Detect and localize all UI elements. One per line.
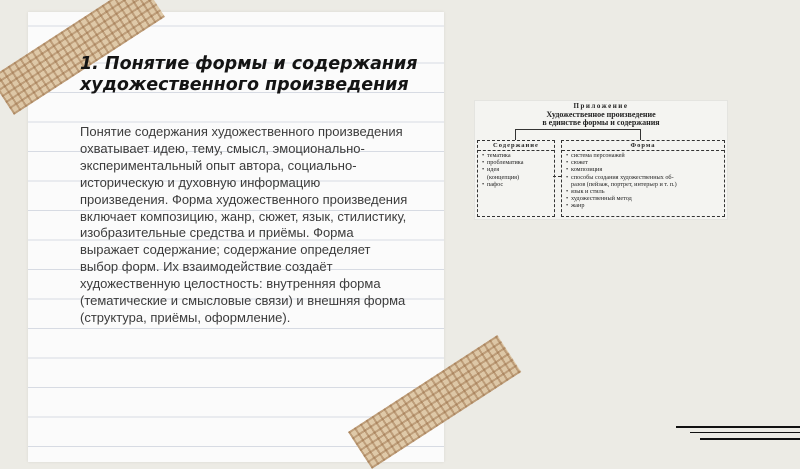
appendix-form-box xyxy=(561,140,725,217)
slide-title: 1. Понятие формы и содержания художественного произведения xyxy=(80,54,418,95)
list-item: • пафос xyxy=(482,180,504,188)
appendix-connector xyxy=(640,129,641,140)
appendix-form-list xyxy=(562,152,724,210)
list-item: • система персонажей xyxy=(566,152,625,159)
decorative-line xyxy=(676,426,800,428)
appendix-header: Приложение xyxy=(573,102,629,110)
list-item: • способы создания художественных об- xyxy=(566,173,674,181)
appendix-content-list xyxy=(478,152,554,188)
appendix-title-line1: Художественное произведение xyxy=(546,110,656,119)
appendix-content-heading: Содержание xyxy=(478,142,554,151)
decorative-line xyxy=(700,438,800,440)
list-item: • проблематика xyxy=(482,159,524,167)
list-item: • жанр xyxy=(566,202,585,210)
slide-body-text: Понятие содержания художественного произведения охватывает идею, тему, смысл, эмоционально-экспериментальный опыт автора, социально-историческую и духовную информацию произведения. Форма художественного произведения включает композицию, жанр, сюжет, язык, стилистику, изобразительные средства и приёмы. Форма выражает содержание; содержание определяет выбор форм. Их взаимодействие создаёт художественную целостность: внутренняя форма (тематические и смысловые связи) и внешняя форма (структура, приёмы, оформление). xyxy=(80,124,408,325)
appendix-content-box xyxy=(477,140,555,217)
appendix-form-heading: Форма xyxy=(562,142,724,151)
list-item: • язык и стиль xyxy=(566,188,605,196)
appendix-connector xyxy=(515,129,641,130)
appendix-connector xyxy=(515,129,516,140)
list-item: • сюжет xyxy=(566,159,588,167)
appendix-title-line2: в единстве формы и содержания xyxy=(542,118,660,127)
appendix-title xyxy=(475,111,727,127)
list-item: • художественный метод xyxy=(566,195,632,203)
list-item: • тематика xyxy=(482,152,511,159)
list-item: (концепция) xyxy=(487,173,520,181)
list-item: разов (пейзаж, портрет, интерьер и т. п.) xyxy=(571,180,677,188)
appendix-link-line xyxy=(553,176,561,177)
list-item: • идея xyxy=(482,166,500,174)
decorative-line xyxy=(690,432,800,433)
list-item: • композиция xyxy=(566,166,603,174)
appendix-image xyxy=(474,100,728,220)
